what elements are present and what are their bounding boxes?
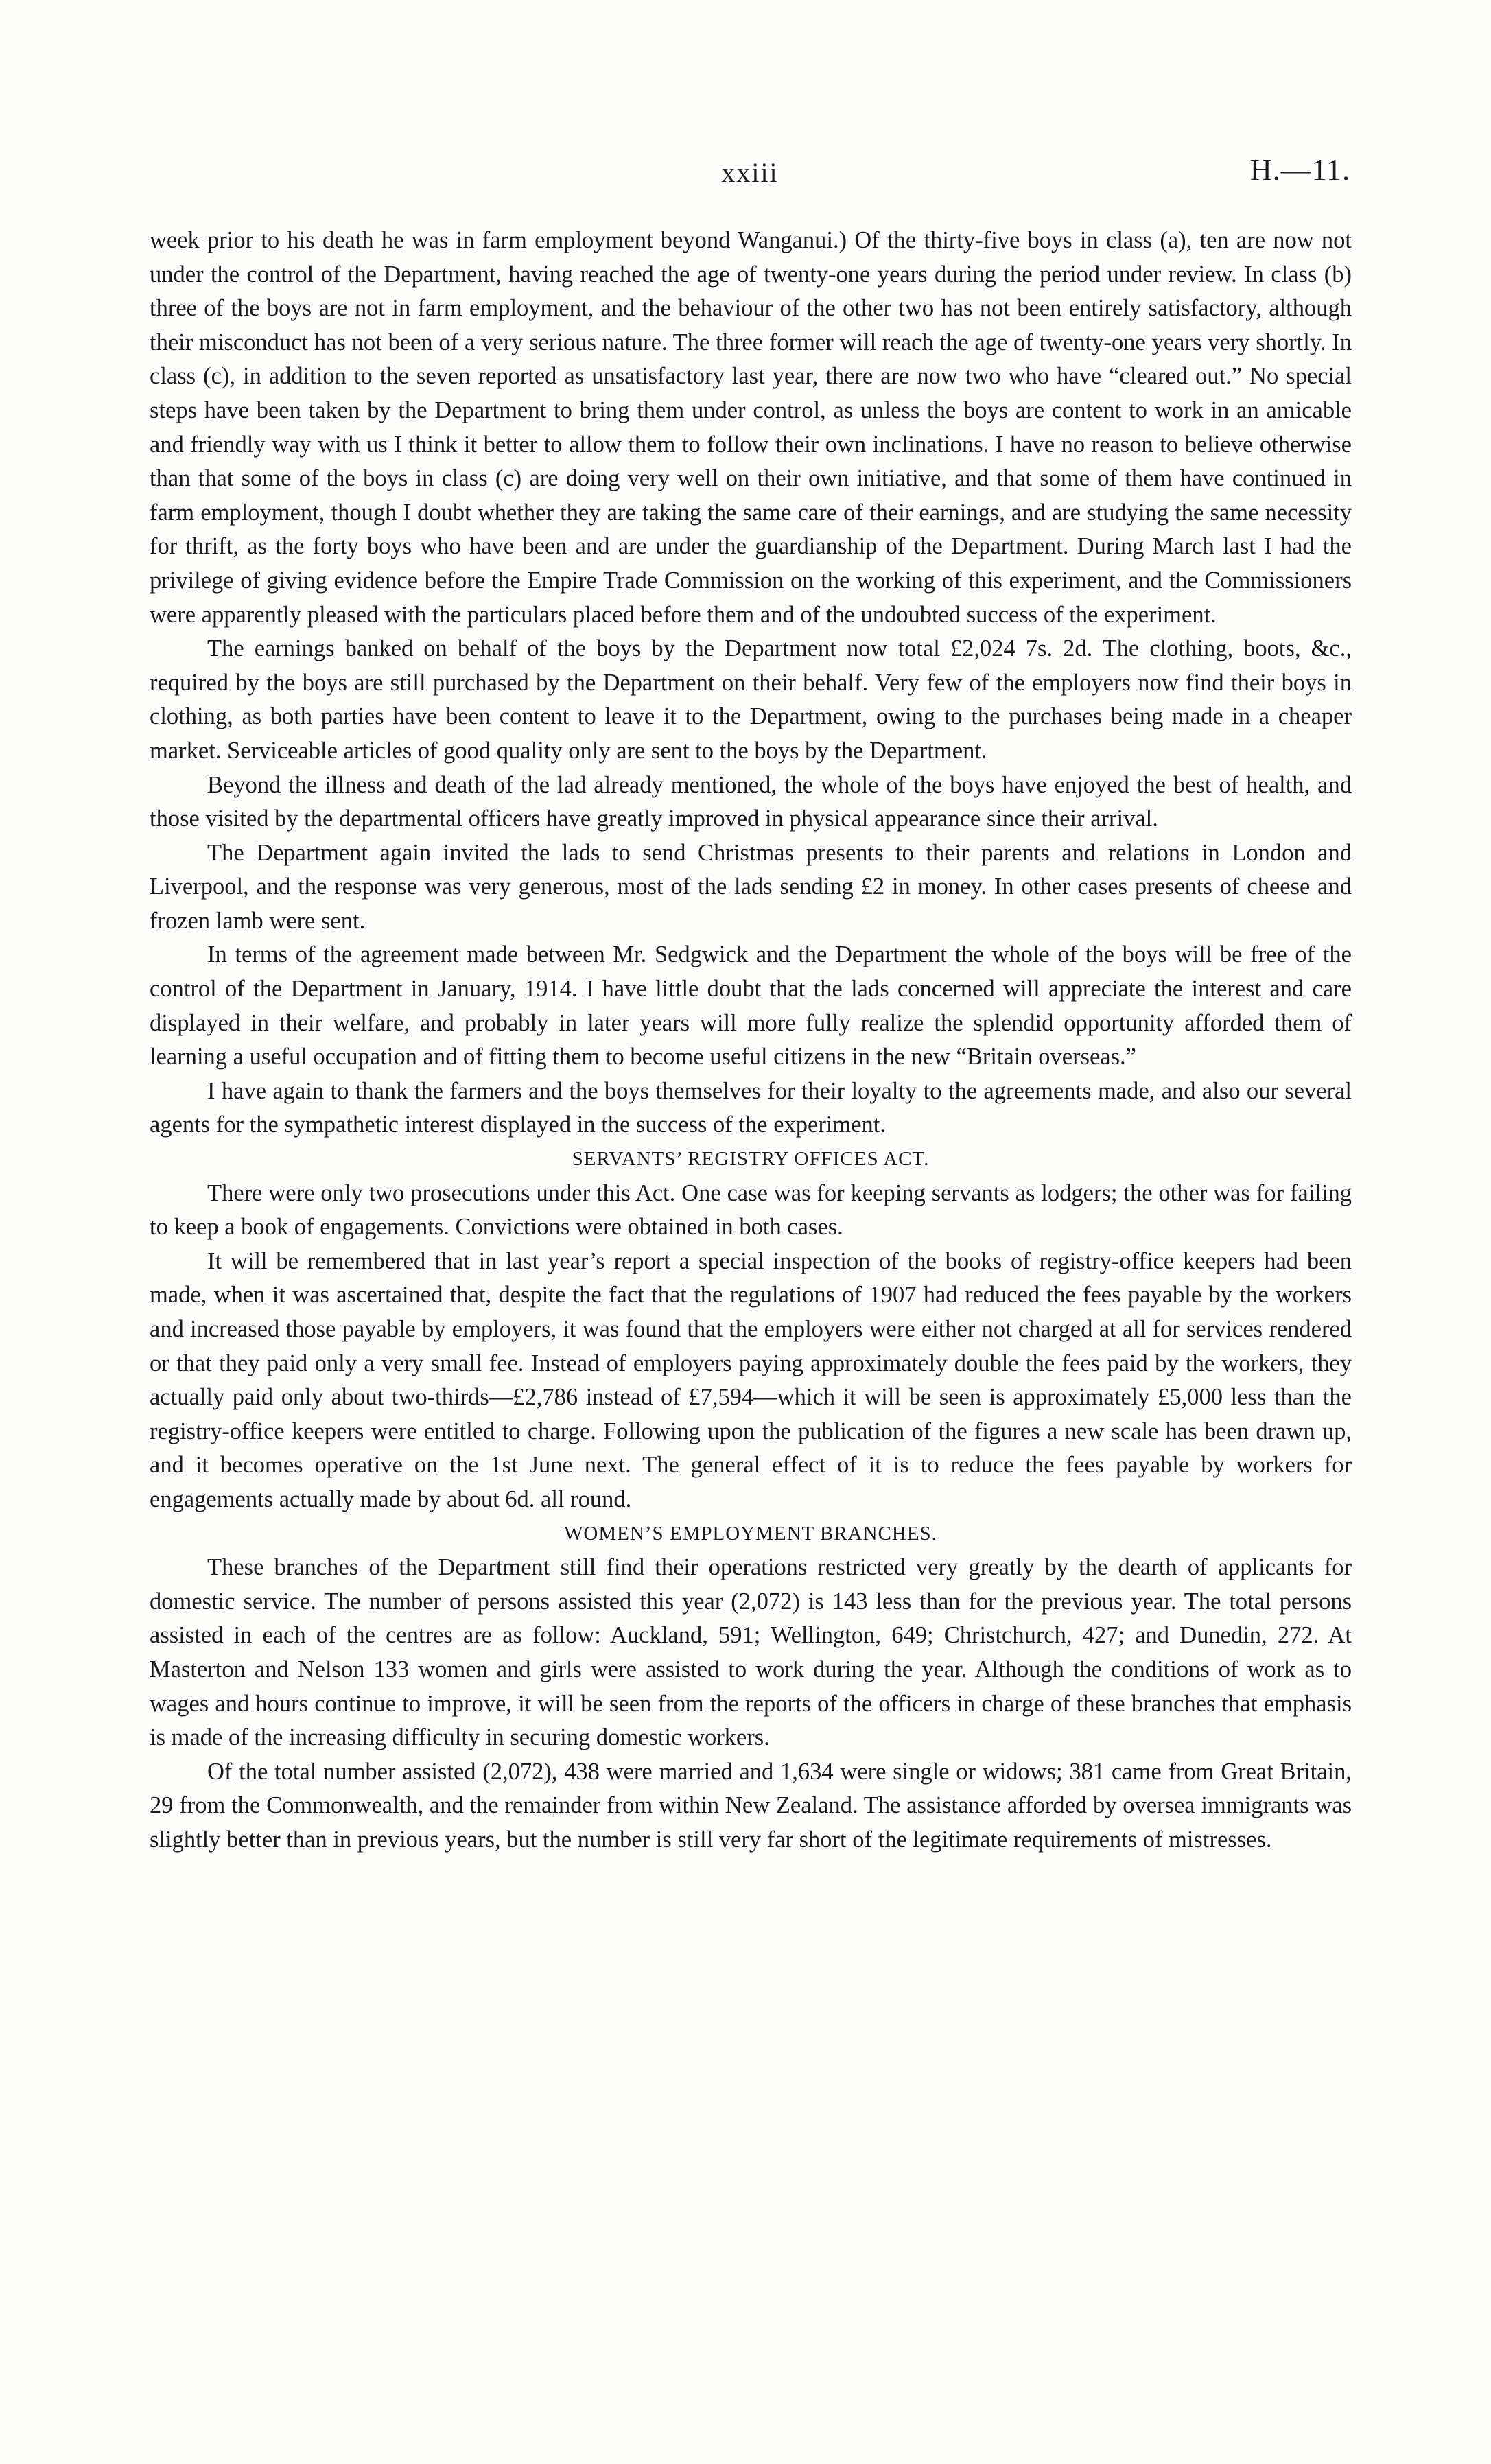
section-womens-employment — [150, 1517, 1352, 1857]
section-heading: SERVANTS’ REGISTRY OFFICES ACT. — [572, 1148, 930, 1171]
paragraph: The Department again invited the lads to send Christmas presents to their parents and relations in London and Liverpool, and the response was very generous, most of the lads sending £2 in money. In other cases presents of cheese and frozen lamb were sent. — [150, 839, 1352, 934]
page-number: xxiii — [721, 157, 779, 188]
section-boys-experiment — [150, 224, 1352, 1142]
paragraph: Beyond the illness and death of the lad already mentioned, the whole of the boys have enjoyed the best of health, and those visited by the departmental officers have greatly improved in physical appearance since their arrival. — [150, 771, 1352, 832]
paragraph: These branches of the Department still find their operations restricted very greatly by the dearth of applicants for domestic service. The number of persons assisted this year (2,072) is 143 less than for the previous year. The total persons assisted in each of the centres are as follow: Auckland, 591; Wellington, 649; Christchurch, 427; and Dunedin, 272. At Masterton and Nelson 133 women and girls were assisted to work during the year. Although the conditions of work as to wages and hours continue to improve, it will be seen from the reports of the officers in charge of these branches that emphasis is made of the increasing difficulty in securing domestic workers. — [150, 1554, 1352, 1751]
paragraph: In terms of the agreement made between Mr. Sedgwick and the Department the whole of the boys will be free of the control of the Department in January, 1914. I have little doubt that the lads concerned will appreciate the interest and care displayed in their welfare, and probably in later years will more fully realize the splendid opportunity afforded them of learning a useful occupation and of fitting them to become useful citizens in the new “Britain overseas.” — [150, 941, 1352, 1070]
paragraph: week prior to his death he was in farm employment beyond Wanganui.) Of the thirty-five boys in class (a), ten are now not under the control of the Department, having reached the age of twenty-one years during the period under review. In class (b) three of the boys are not in farm employment, and the behaviour of the other two has not been entirely satisfactory, although their misconduct has not been of a very serious nature. The three former will reach the age of twenty-one years very shortly. In class (c), in addition to the seven reported as unsatisfactory last year, there are now two who have “cleared out.” No special steps have been taken by the Department to bring them under control, as unless the boys are content to work in an amicable and friendly way with us I think it better to allow them to follow their own inclinations. I have no reason to believe otherwise than that some of the boys in class (c) are doing very well on their own initiative, and that some of them have continued in farm employment, though I doubt whether they are taking the same care of their earnings, and are studying the same necessity for thrift, as the forty boys who have been and are under the guardianship of the Department. During March last I had the privilege of giving evidence before the Empire Trade Commission on the working of this experiment, and the Commissioners were apparently pleased with the particulars placed before them and of the undoubted success of the experiment. — [150, 227, 1352, 628]
body-text — [150, 224, 1352, 1857]
page-header — [150, 153, 1350, 204]
paragraph: I have again to thank the farmers and the boys themselves for their loyalty to the agreements made, and also our several agents for the sympathetic interest displayed in the success of the experiment. — [150, 1077, 1352, 1138]
paragraph: There were only two prosecutions under this Act. One case was for keeping servants as lodgers; the other was for failing to keep a book of engagements. Convictions were obtained in both cases. — [150, 1180, 1352, 1241]
document-reference: H.—11. — [1249, 153, 1350, 187]
paragraph: Of the total number assisted (2,072), 438 were married and 1,634 were single or widows; 381 came from Great Britain, 29 from the Commonwealth, and the remainder from within New Zealand. The assistance afforded by oversea immigrants was slightly better than in previous years, but the number is still very far short of the legitimate requirements of mistresses. — [150, 1758, 1352, 1853]
paragraph: It will be remembered that in last year’s report a special inspection of the books of registry-office keepers had been made, when it was ascertained that, despite the fact that the regulations of 1907 had reduced the fees payable by the workers and increased those payable by employers, it was found that the employers were either not charged at all for services rendered or that they paid only a very small fee. Instead of employers paying approximately double the fees paid by the workers, they actually paid only about two-thirds—£2,786 instead of £7,594—which it will be seen is approximately £5,000 less than the registry-office keepers were entitled to charge. Following upon the publication of the figures a new scale has been drawn up, and it becomes operative on the 1st June next. The general effect of it is to reduce the fees payable by workers for engagements actually made by about 6d. all round. — [150, 1247, 1352, 1512]
section-registry-offices — [150, 1142, 1352, 1517]
paragraph: The earnings banked on behalf of the boys by the Department now total £2,024 7s. 2d. The clothing, boots, &c., required by the boys are still purchased by the Department on their behalf. Very few of the employers now find their boys in clothing, as both parties have been content to leave it to the Department, owing to the purchases being made in a cheaper market. Serviceable articles of good quality only are sent to the boys by the Department. — [150, 635, 1352, 764]
section-heading: WOMEN’S EMPLOYMENT BRANCHES. — [564, 1522, 937, 1545]
